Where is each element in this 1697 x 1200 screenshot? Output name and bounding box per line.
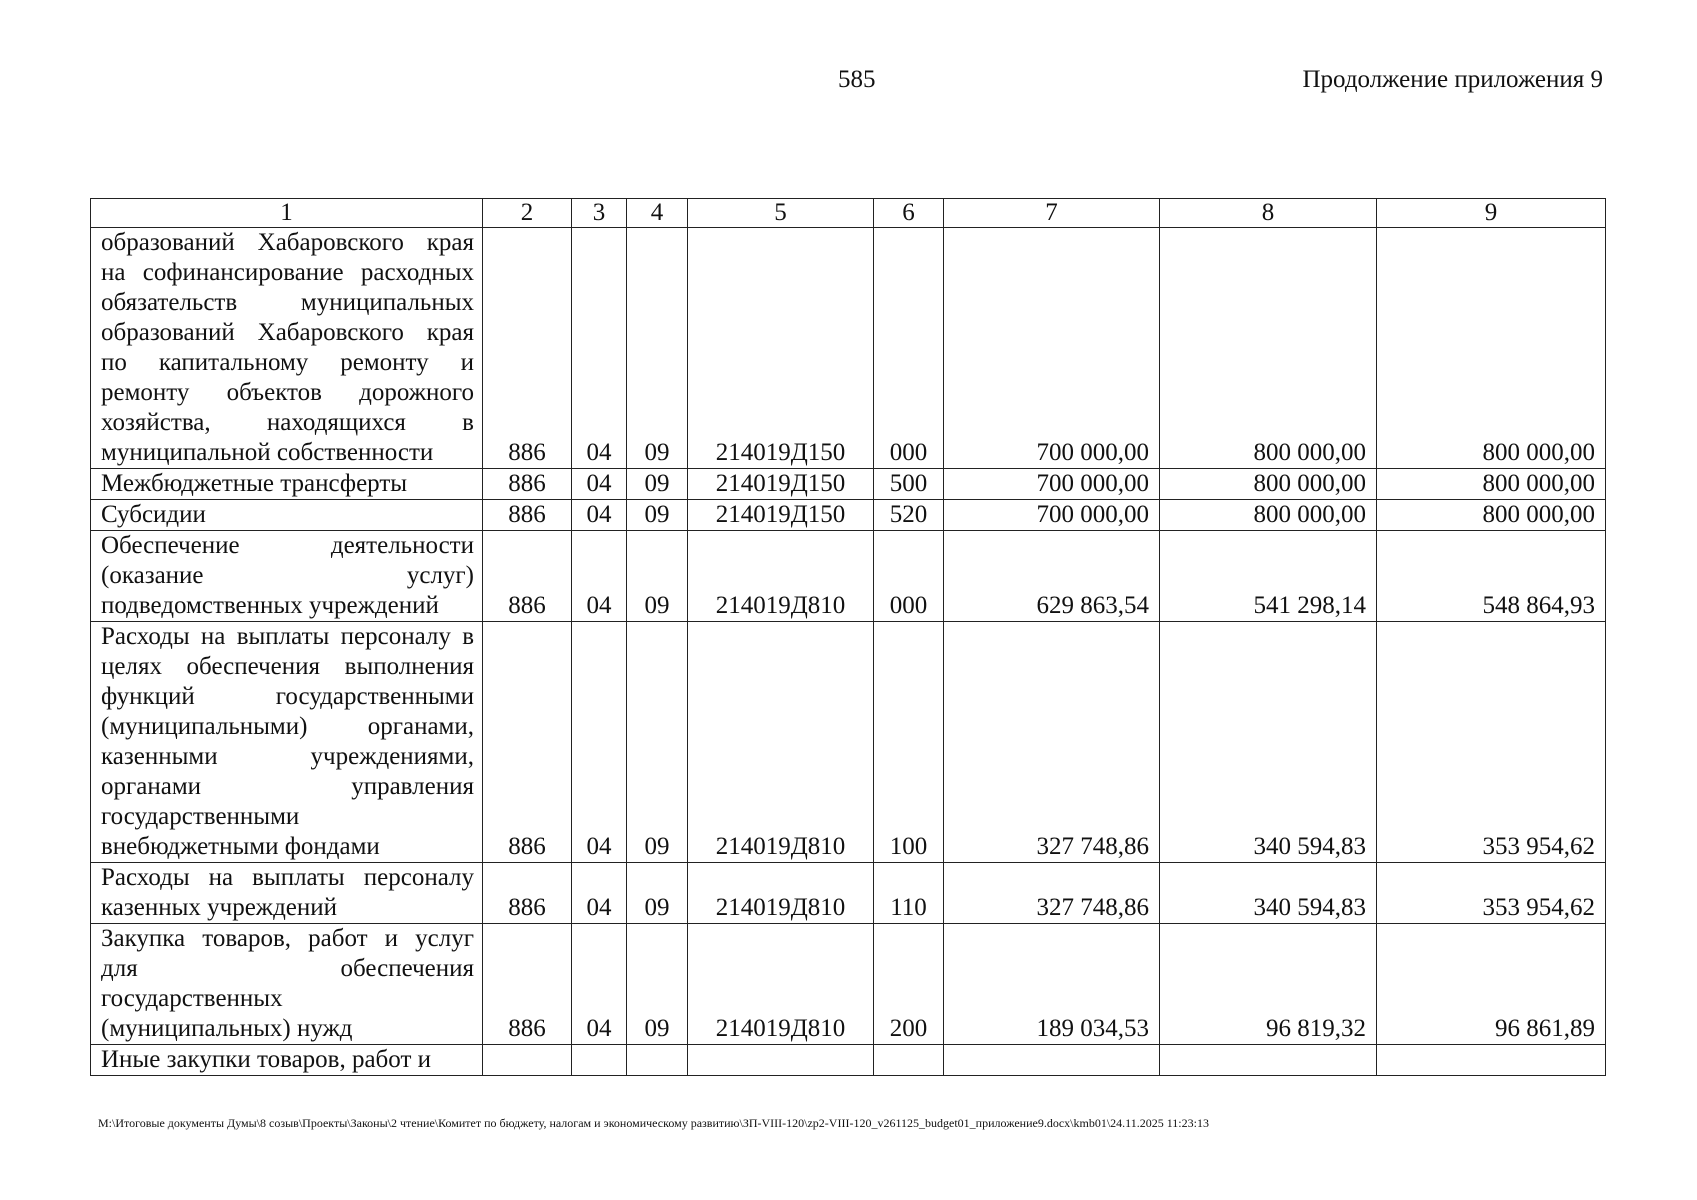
table-row	[91, 1045, 1606, 1076]
subsection-code: 09	[627, 863, 688, 924]
section-code: 04	[572, 863, 627, 924]
document-file-path: M:\Итоговые документы Думы\8 созыв\Проекты\Законы\2 чтение\Комитет по бюджету, налогам и экономическому развитию\ЗП-VIII-120\zp2-VIII-120_v261125_budget01_приложение9.docx\kmb01\24.11.2025 11:23:13	[98, 1116, 1209, 1130]
chapter-code: 886	[483, 469, 572, 500]
page-number: 585	[838, 66, 876, 93]
amount-year-3: 353 954,62	[1377, 863, 1606, 924]
description-line: Обеспечение деятельности	[101, 532, 474, 559]
column-header: 5	[688, 199, 874, 228]
amount-year-2: 800 000,00	[1160, 228, 1377, 469]
subsection-code: 09	[627, 500, 688, 531]
description-line: муниципальной собственности	[101, 439, 434, 466]
table-row	[91, 924, 1606, 1045]
description-line: по капитальному ремонту и	[101, 349, 474, 376]
description-line: хозяйства, находящихся в	[101, 409, 474, 436]
amount-year-3: 353 954,62	[1377, 622, 1606, 863]
column-header: 7	[944, 199, 1160, 228]
description-line: государственных	[101, 985, 283, 1012]
row-description	[91, 531, 483, 622]
description-line: подведомственных учреждений	[101, 592, 439, 619]
section-code: 04	[572, 924, 627, 1045]
subsection-code: 09	[627, 531, 688, 622]
chapter-code: 886	[483, 228, 572, 469]
description-line: образований Хабаровского края	[101, 319, 474, 346]
description-line: Иные закупки товаров, работ и	[101, 1046, 432, 1073]
amount-year-2: 541 298,14	[1160, 531, 1377, 622]
subsection-code: 09	[627, 924, 688, 1045]
description-line: функций государственными	[101, 683, 474, 710]
row-description	[91, 469, 483, 500]
amount-year-1	[944, 1045, 1160, 1076]
chapter-code: 886	[483, 924, 572, 1045]
expense-type-code	[874, 1045, 944, 1076]
target-item-code: 214019Д150	[688, 228, 874, 469]
subsection-code	[627, 1045, 688, 1076]
description-line: государственными	[101, 803, 300, 830]
table-row	[91, 469, 1606, 500]
amount-year-2: 800 000,00	[1160, 500, 1377, 531]
chapter-code	[483, 1045, 572, 1076]
column-header: 4	[627, 199, 688, 228]
expense-type-code: 500	[874, 469, 944, 500]
table-row	[91, 622, 1606, 863]
amount-year-2: 340 594,83	[1160, 622, 1377, 863]
row-description	[91, 863, 483, 924]
amount-year-2: 340 594,83	[1160, 863, 1377, 924]
budget-table	[90, 198, 1606, 1076]
description-line: органами управления	[101, 773, 474, 800]
appendix-continuation-note: Продолжение приложения 9	[1302, 66, 1603, 93]
amount-year-1: 700 000,00	[944, 228, 1160, 469]
column-number-row	[91, 199, 1606, 228]
amount-year-3: 800 000,00	[1377, 228, 1606, 469]
amount-year-2: 800 000,00	[1160, 469, 1377, 500]
description-line: ремонту объектов дорожного	[101, 379, 474, 406]
expense-type-code: 200	[874, 924, 944, 1045]
subsection-code: 09	[627, 228, 688, 469]
row-description	[91, 1045, 483, 1076]
description-line: Расходы на выплаты персоналу	[101, 864, 474, 891]
description-line: (оказание услуг)	[101, 562, 474, 589]
description-line: Субсидии	[101, 501, 206, 528]
row-description	[91, 622, 483, 863]
column-header: 9	[1377, 199, 1606, 228]
expense-type-code: 000	[874, 228, 944, 469]
section-code: 04	[572, 622, 627, 863]
amount-year-3	[1377, 1045, 1606, 1076]
chapter-code: 886	[483, 863, 572, 924]
chapter-code: 886	[483, 622, 572, 863]
description-line: обязательств муниципальных	[101, 289, 474, 316]
expense-type-code: 110	[874, 863, 944, 924]
amount-year-1: 629 863,54	[944, 531, 1160, 622]
row-description	[91, 228, 483, 469]
table-row	[91, 500, 1606, 531]
column-header: 2	[483, 199, 572, 228]
column-header: 3	[572, 199, 627, 228]
section-code: 04	[572, 228, 627, 469]
column-header: 8	[1160, 199, 1377, 228]
amount-year-3: 96 861,89	[1377, 924, 1606, 1045]
target-item-code	[688, 1045, 874, 1076]
description-line: (муниципальных) нужд	[101, 1015, 353, 1042]
amount-year-2	[1160, 1045, 1377, 1076]
section-code: 04	[572, 531, 627, 622]
description-line: образований Хабаровского края	[101, 229, 474, 256]
amount-year-1: 700 000,00	[944, 500, 1160, 531]
description-line: внебюджетными фондами	[101, 833, 380, 860]
amount-year-1: 700 000,00	[944, 469, 1160, 500]
section-code: 04	[572, 500, 627, 531]
subsection-code: 09	[627, 469, 688, 500]
table-row	[91, 531, 1606, 622]
description-line: казенными учреждениями,	[101, 743, 474, 770]
description-line: для обеспечения	[101, 955, 474, 982]
row-description	[91, 500, 483, 531]
expense-type-code: 100	[874, 622, 944, 863]
amount-year-1: 327 748,86	[944, 622, 1160, 863]
table-row	[91, 863, 1606, 924]
description-line: на софинансирование расходных	[101, 259, 474, 286]
column-header: 1	[91, 199, 483, 228]
description-line: Закупка товаров, работ и услуг	[101, 925, 474, 952]
target-item-code: 214019Д150	[688, 469, 874, 500]
expense-type-code: 520	[874, 500, 944, 531]
chapter-code: 886	[483, 500, 572, 531]
target-item-code: 214019Д810	[688, 924, 874, 1045]
target-item-code: 214019Д810	[688, 863, 874, 924]
table-row	[91, 228, 1606, 469]
subsection-code: 09	[627, 622, 688, 863]
amount-year-2: 96 819,32	[1160, 924, 1377, 1045]
amount-year-3: 800 000,00	[1377, 500, 1606, 531]
target-item-code: 214019Д810	[688, 531, 874, 622]
target-item-code: 214019Д810	[688, 622, 874, 863]
amount-year-3: 548 864,93	[1377, 531, 1606, 622]
chapter-code: 886	[483, 531, 572, 622]
section-code	[572, 1045, 627, 1076]
target-item-code: 214019Д150	[688, 500, 874, 531]
section-code: 04	[572, 469, 627, 500]
column-header: 6	[874, 199, 944, 228]
expense-type-code: 000	[874, 531, 944, 622]
description-line: Межбюджетные трансферты	[101, 470, 408, 497]
description-line: (муниципальными) органами,	[101, 713, 474, 740]
amount-year-1: 327 748,86	[944, 863, 1160, 924]
description-line: Расходы на выплаты персоналу в	[101, 623, 474, 650]
description-line: целях обеспечения выполнения	[101, 653, 474, 680]
row-description	[91, 924, 483, 1045]
amount-year-3: 800 000,00	[1377, 469, 1606, 500]
description-line: казенных учреждений	[101, 894, 338, 921]
amount-year-1: 189 034,53	[944, 924, 1160, 1045]
